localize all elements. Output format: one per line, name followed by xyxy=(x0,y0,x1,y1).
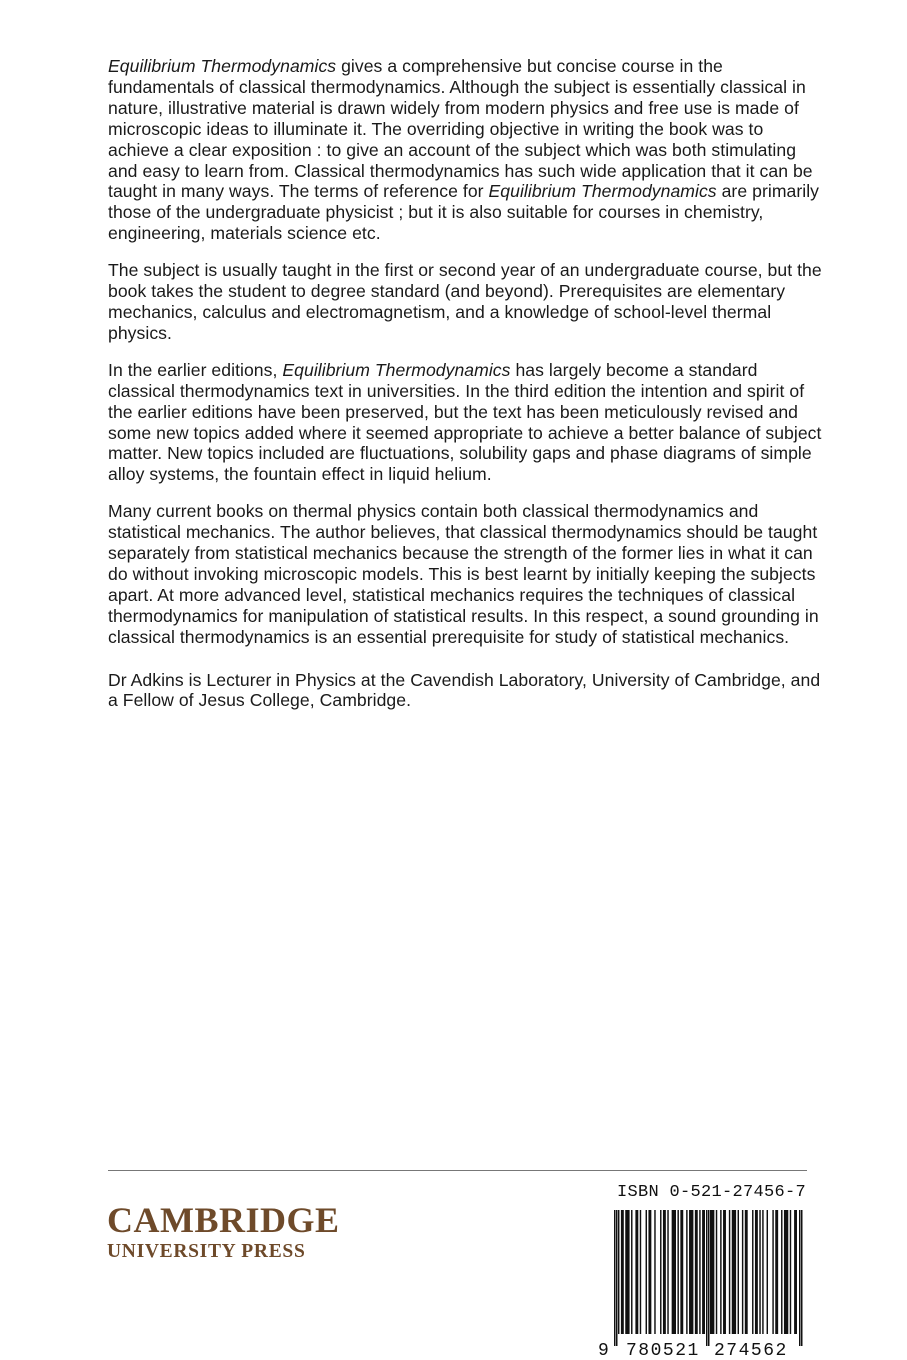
barcode-bar xyxy=(654,1210,655,1334)
isbn-barcode xyxy=(596,1210,808,1358)
barcode-bar xyxy=(732,1210,736,1334)
book-title: Equilibrium Thermodynamics xyxy=(282,359,511,380)
barcode-bar xyxy=(677,1210,678,1334)
barcode-bar xyxy=(767,1210,768,1334)
barcode-bar xyxy=(745,1210,748,1334)
barcode-bar xyxy=(710,1210,714,1334)
barcode-bar xyxy=(716,1210,717,1334)
barcode-bar xyxy=(729,1210,730,1334)
barcode-bar xyxy=(772,1210,773,1334)
barcode-bar xyxy=(648,1210,651,1334)
barcode-bar xyxy=(631,1210,632,1334)
barcode-bar xyxy=(660,1210,661,1334)
barcode-bar xyxy=(618,1210,619,1334)
blurb-paragraph-4: Many current books on thermal physics contain both classical thermodynamics and statistical mechanics. The author believes, that classical thermodynamics should be taught separately from statistical mechanics because the strength of the former lies in what it can do without invoking microscopic models. This is best learnt by initially keeping the subjects apart. At more advanced level, statistical mechanics requires the techniques of classical thermodynamics for manipulation of statistical results. In this respect, a sound grounding in classical thermodynamics is an essential prerequisite for study of statistical mechanics. xyxy=(108,501,819,647)
footer-divider xyxy=(108,1170,807,1171)
publisher-subname: UNIVERSITY PRESS xyxy=(107,1241,306,1262)
blurb-paragraph-3: In the earlier editions, Equilibrium Thermodynamics has largely become a standard classical thermodynamics text in universities. In the third edition the intention and spirit of the earlier editions have been preserved, but the text has been meticulously revised and some new topics added where it seemed appropriate to achieve a better balance of subject matter. New topics included are fluctuations, solubility gaps and phase diagrams of simple alloy systems, the fountain effect in liquid helium. xyxy=(108,359,822,485)
blurb-paragraph-2: The subject is usually taught in the first or second year of an undergraduate course, but the book takes the student to degree standard (and beyond). Prerequisites are elementary mechanics, calculus and electromagnetism, and a knowledge of school-level thermal physics. xyxy=(108,260,822,343)
barcode-bar xyxy=(752,1210,753,1334)
barcode-bar xyxy=(775,1210,778,1334)
barcode-bar xyxy=(635,1210,638,1334)
barcode-bar xyxy=(686,1210,687,1334)
barcode-bar xyxy=(702,1210,705,1334)
barcode-bar xyxy=(672,1210,676,1334)
back-cover-blurb xyxy=(108,56,823,727)
barcode-bar xyxy=(738,1210,739,1334)
barcode-bar xyxy=(755,1210,758,1334)
barcode-bar xyxy=(640,1210,641,1334)
barcode-bar xyxy=(759,1210,760,1334)
barcode-bar xyxy=(625,1210,629,1334)
barcode-bar xyxy=(680,1210,683,1334)
barcode-guard-bar xyxy=(708,1210,710,1346)
barcode-bar xyxy=(794,1210,797,1334)
barcode-bar xyxy=(689,1210,693,1334)
barcode-guard-bar xyxy=(801,1210,803,1346)
book-title: Equilibrium Thermodynamics xyxy=(108,56,337,76)
book-title: Equilibrium Thermodynamics xyxy=(488,181,717,202)
barcode-bar xyxy=(762,1210,763,1334)
barcode-bar xyxy=(720,1210,721,1334)
author-bio: Dr Adkins is Lecturer in Physics at the Cavendish Laboratory, University of Cambridge, and a Fellow of Jesus College, Cambridge. xyxy=(108,669,821,711)
barcode-left-digits: 780521 xyxy=(626,1341,700,1358)
blurb-paragraph-1: Equilibrium Thermodynamics gives a comprehensive but concise course in the fundamentals of classical thermodynamics. Although the subject is essentially classical in nature, illustrative material is drawn widely from modern physics and free use is made of microscopic ideas to illuminate it. The overriding objective in writing the book was to achieve a clear exposition : to give an account of the subject which was both stimulating and easy to learn from. Classical thermodynamics has such wide application that it can be taught in many ways. The terms of reference for Equilibrium Thermodynamics are primarily those of the undergraduate physicist ; but it is also suitable for courses in chemistry, engineering, materials science etc. xyxy=(108,56,820,244)
barcode-bar xyxy=(621,1210,624,1334)
barcode-bar xyxy=(742,1210,743,1334)
publisher-name: CAMBRIDGE xyxy=(107,1200,340,1240)
barcode-guard-bar xyxy=(614,1210,616,1346)
barcode-right-digits: 274562 xyxy=(714,1341,788,1358)
barcode-guard-bar xyxy=(616,1210,618,1346)
publisher-logo xyxy=(107,1200,340,1263)
isbn-label: ISBN 0-521-27456-7 xyxy=(617,1183,807,1202)
barcode-bar xyxy=(646,1210,647,1334)
barcode-bar xyxy=(663,1210,666,1334)
barcode-bar xyxy=(784,1210,788,1334)
barcode-bar xyxy=(695,1210,698,1334)
barcode-bar xyxy=(667,1210,668,1334)
barcode-bar xyxy=(781,1210,782,1334)
barcode-bar xyxy=(723,1210,726,1334)
barcode-guard-bar xyxy=(706,1210,708,1346)
barcode-guard-bar xyxy=(799,1210,801,1346)
barcode-prefix-digit: 9 xyxy=(598,1341,609,1358)
barcode-bar xyxy=(790,1210,791,1334)
barcode-bar xyxy=(699,1210,700,1334)
